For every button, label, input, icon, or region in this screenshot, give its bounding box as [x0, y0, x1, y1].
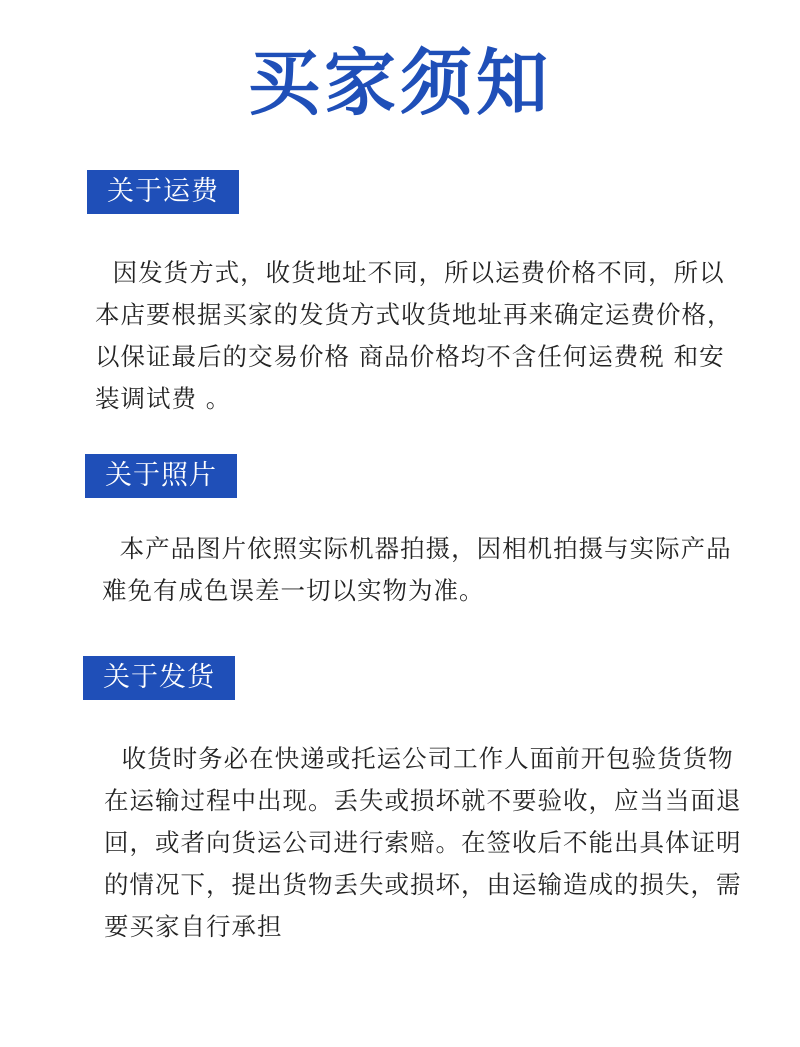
section-body-photos: 本产品图片依照实际机器拍摄，因相机拍摄与实际产品难免有成色误差一切以实物为准。: [102, 534, 732, 605]
section-body-shipping-fee: 因发货方式，收货地址不同，所以运费价格不同，所以本店要根据买家的发货方式收货地址再来确定运费价格，以保证最后的交易价格 商品价格均不含任何运费税 和安装调试费 。: [95, 258, 733, 413]
section-label-shipping-fee: 关于运费: [87, 170, 239, 214]
section-label-photos: 关于照片: [85, 454, 237, 498]
page-title: 买家须知: [247, 41, 552, 125]
section-label-delivery: 关于发货: [83, 656, 235, 700]
section-body-delivery: 收货时务必在快递或托运公司工作人面前开包验货货物在运输过程中出现。丢失或损坏就不要验收，应当当面退回，或者向货运公司进行索赔。在签收后不能出具体证明的情况下，提出货物丢失或损坏，由运输造成的损失，需要买家自行承担: [104, 744, 742, 941]
